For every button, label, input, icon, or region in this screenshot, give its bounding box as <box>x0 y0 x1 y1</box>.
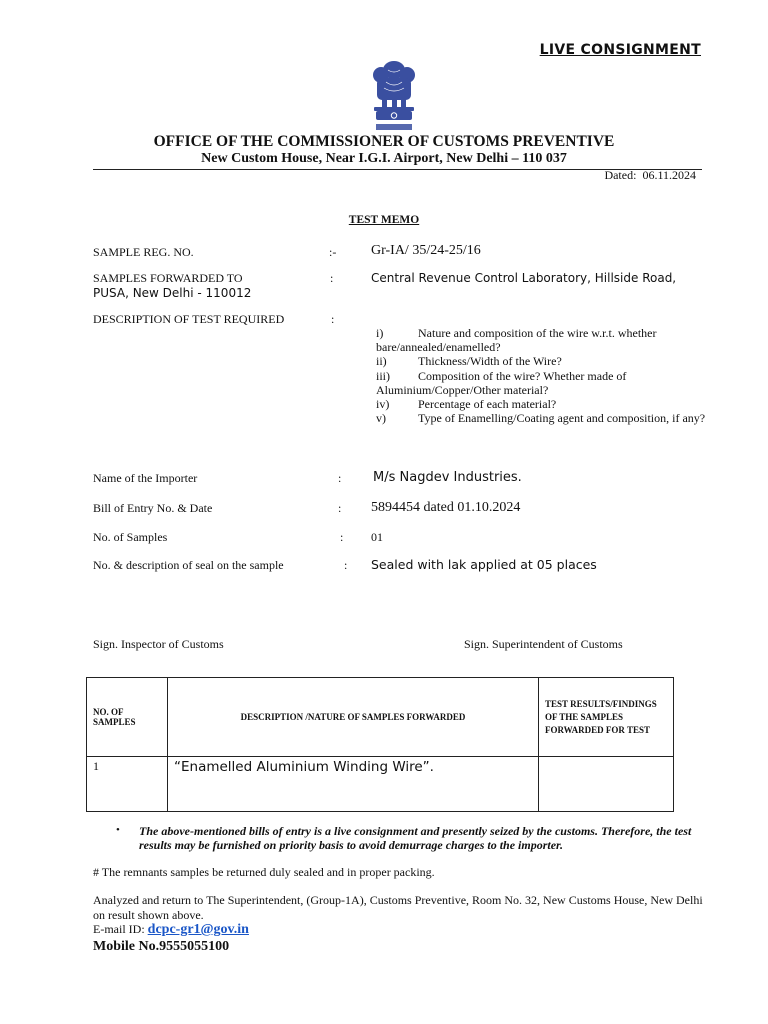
analyzed-instructions: Analyzed and return to The Superintendent, (Group-1A), Customs Preventive, Room No. 32, New Customs House, New Delhi on result shown above. <box>93 893 703 922</box>
header-description: DESCRIPTION /NATURE OF SAMPLES FORWARDED <box>168 678 539 757</box>
test-item: iii) Composition of the wire? Whether made of Aluminium/Copper/Other material? <box>376 368 627 397</box>
num-samples-value: 01 <box>371 530 383 544</box>
forwarded-label: SAMPLES FORWARDED TO <box>93 271 243 285</box>
date-line <box>604 168 696 183</box>
national-emblem-icon <box>368 60 420 136</box>
boe-colon: : <box>338 501 342 515</box>
test-list <box>376 326 706 425</box>
inspector-signature: Sign. Inspector of Customs <box>93 637 224 651</box>
description-label: DESCRIPTION OF TEST REQUIRED <box>93 312 285 326</box>
seal-value: Sealed with lak applied at 05 places <box>371 557 597 572</box>
test-item: ii) Thickness/Width of the Wire? <box>376 354 562 369</box>
sample-reg-label: SAMPLE REG. NO. <box>93 245 194 259</box>
remnants-note: # The remnants samples be returned duly sealed and in proper packing. <box>93 865 435 879</box>
cell-sample-no: 1 <box>87 757 168 812</box>
boe-label: Bill of Entry No. & Date <box>93 501 213 515</box>
live-consignment-note: The above-mentioned bills of entry is a live consignment and presently seized by the customs. Therefore, the test results may be furnished on priority basis to avoid demurrage charges to the importer. <box>139 824 692 852</box>
test-item: i) Nature and composition of the wire w.r.t. whether bare/annealed/enamelled? <box>376 326 657 355</box>
forwarded-continuation: PUSA, New Delhi - 110012 <box>93 286 252 300</box>
boe-value: 5894454 dated 01.10.2024 <box>371 500 521 515</box>
forwarded-value: Central Revenue Control Laboratory, Hillside Road, <box>371 271 677 285</box>
seal-label: No. & description of seal on the sample <box>93 558 284 572</box>
table-header-row <box>87 678 674 757</box>
office-address: New Custom House, Near I.G.I. Airport, New Delhi – 110 037 <box>201 151 567 166</box>
test-item: iv) Percentage of each material? <box>376 397 557 412</box>
dated-label: Dated: <box>604 168 637 182</box>
email-link[interactable]: dcpc-gr1@gov.in <box>147 922 249 937</box>
description-colon: : <box>331 312 335 326</box>
office-title: OFFICE OF THE COMMISSIONER OF CUSTOMS PREVENTIVE <box>153 133 615 150</box>
superintendent-signature: Sign. Superintendent of Customs <box>464 637 623 651</box>
cell-sample-description: “Enamelled Aluminium Winding Wire”. <box>168 757 539 812</box>
samples-table <box>86 677 674 812</box>
cell-test-result <box>539 757 674 812</box>
email-label: E-mail ID: <box>93 922 145 936</box>
seal-colon: : <box>344 558 348 572</box>
num-samples-label: No. of Samples <box>93 530 168 544</box>
forwarded-colon: : <box>330 271 334 285</box>
email-line <box>93 922 249 938</box>
num-samples-colon: : <box>340 530 344 544</box>
test-memo-title: TEST MEMO <box>348 214 420 226</box>
dated-value: 06.11.2024 <box>642 168 696 182</box>
test-item: v) Type of Enamelling/Coating agent and composition, if any? <box>376 411 706 426</box>
importer-value: M/s Nagdev Industries. <box>373 470 522 485</box>
mobile-number: Mobile No.9555055100 <box>93 939 230 954</box>
importer-colon: : <box>338 471 342 485</box>
importer-label: Name of the Importer <box>93 471 198 485</box>
table-row <box>87 757 674 812</box>
sample-reg-value: Gr-IA/ 35/24-25/16 <box>371 243 481 258</box>
sample-reg-colon: :- <box>329 245 337 259</box>
live-consignment-heading: LIVE CONSIGNMENT <box>539 42 701 58</box>
header-no-of-samples: NO. OF SAMPLES <box>87 678 168 757</box>
bullet-icon: • <box>116 824 120 836</box>
header-test-results: TEST RESULTS/FINDINGS OF THE SAMPLES FORWARDED FOR TEST <box>539 678 674 757</box>
